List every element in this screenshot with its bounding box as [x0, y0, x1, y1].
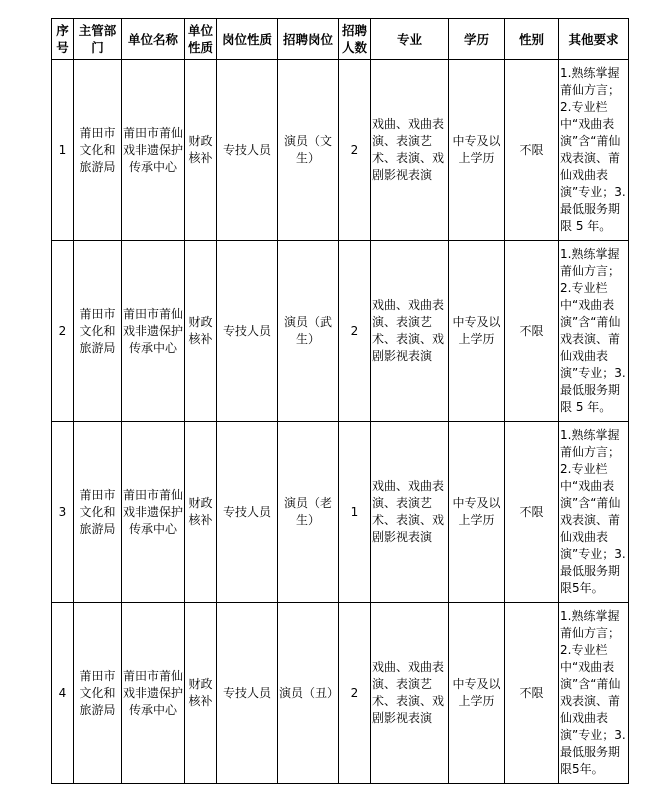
- cell-post-type: 专技人员: [217, 60, 278, 241]
- cell-seq: 4: [52, 603, 74, 784]
- cell-count: 2: [339, 241, 371, 422]
- cell-seq: 3: [52, 422, 74, 603]
- header-gender: 性别: [505, 19, 559, 60]
- cell-unit-type: 财政核补: [185, 60, 217, 241]
- cell-other: 1.熟练掌握莆仙方言；2.专业栏中“戏曲表演”含“莆仙戏表演、莆仙戏曲表演”专业；3.最低服务期限5年。: [559, 603, 629, 784]
- cell-major: 戏曲、戏曲表演、表演艺术、表演、戏剧影视表演: [371, 422, 449, 603]
- cell-position: 演员（文生）: [278, 60, 339, 241]
- cell-unit-name: 莆田市莆仙戏非遗保护传承中心: [122, 603, 185, 784]
- table-body: [52, 60, 629, 784]
- cell-unit-type: 财政核补: [185, 603, 217, 784]
- table-row: [52, 241, 629, 422]
- cell-post-type: 专技人员: [217, 603, 278, 784]
- cell-major: 戏曲、戏曲表演、表演艺术、表演、戏剧影视表演: [371, 241, 449, 422]
- cell-dept: 莆田市文化和旅游局: [74, 603, 122, 784]
- cell-unit-name: 莆田市莆仙戏非遗保护传承中心: [122, 241, 185, 422]
- cell-other: 1.熟练掌握莆仙方言；2.专业栏中“戏曲表演”含“莆仙戏表演、莆仙戏曲表演”专业；3.最低服务期限5年。: [559, 422, 629, 603]
- table-row: [52, 422, 629, 603]
- cell-dept: 莆田市文化和旅游局: [74, 422, 122, 603]
- cell-post-type: 专技人员: [217, 241, 278, 422]
- cell-gender: 不限: [505, 241, 559, 422]
- table-row: [52, 60, 629, 241]
- header-post-type: 岗位性质: [217, 19, 278, 60]
- cell-education: 中专及以上学历: [449, 422, 505, 603]
- cell-unit-type: 财政核补: [185, 241, 217, 422]
- cell-education: 中专及以上学历: [449, 241, 505, 422]
- cell-unit-name: 莆田市莆仙戏非遗保护传承中心: [122, 422, 185, 603]
- cell-count: 1: [339, 422, 371, 603]
- cell-seq: 1: [52, 60, 74, 241]
- header-position: 招聘岗位: [278, 19, 339, 60]
- cell-other: 1.熟练掌握莆仙方言；2.专业栏中“戏曲表演”含“莆仙戏表演、莆仙戏曲表演”专业；3.最低服务期限 5 年。: [559, 60, 629, 241]
- header-row: [52, 19, 629, 60]
- header-unit-type: 单位性质: [185, 19, 217, 60]
- cell-count: 2: [339, 60, 371, 241]
- header-major: 专业: [371, 19, 449, 60]
- table-header: [52, 19, 629, 60]
- cell-dept: 莆田市文化和旅游局: [74, 60, 122, 241]
- cell-unit-name: 莆田市莆仙戏非遗保护传承中心: [122, 60, 185, 241]
- header-seq: 序号: [52, 19, 74, 60]
- table-row: [52, 603, 629, 784]
- cell-seq: 2: [52, 241, 74, 422]
- header-other: 其他要求: [559, 19, 629, 60]
- header-unit-name: 单位名称: [122, 19, 185, 60]
- header-dept: 主管部门: [74, 19, 122, 60]
- cell-gender: 不限: [505, 60, 559, 241]
- cell-unit-type: 财政核补: [185, 422, 217, 603]
- cell-education: 中专及以上学历: [449, 60, 505, 241]
- cell-count: 2: [339, 603, 371, 784]
- header-count: 招聘人数: [339, 19, 371, 60]
- cell-dept: 莆田市文化和旅游局: [74, 241, 122, 422]
- cell-post-type: 专技人员: [217, 422, 278, 603]
- cell-position: 演员（武生）: [278, 241, 339, 422]
- cell-position: 演员（老生）: [278, 422, 339, 603]
- header-education: 学历: [449, 19, 505, 60]
- cell-major: 戏曲、戏曲表演、表演艺术、表演、戏剧影视表演: [371, 60, 449, 241]
- cell-gender: 不限: [505, 422, 559, 603]
- cell-education: 中专及以上学历: [449, 603, 505, 784]
- cell-major: 戏曲、戏曲表演、表演艺术、表演、戏剧影视表演: [371, 603, 449, 784]
- recruitment-table: [51, 18, 629, 784]
- cell-gender: 不限: [505, 603, 559, 784]
- cell-position: 演员（丑）: [278, 603, 339, 784]
- cell-other: 1.熟练掌握莆仙方言；2.专业栏中“戏曲表演”含“莆仙戏表演、莆仙戏曲表演”专业；3.最低服务期限 5 年。: [559, 241, 629, 422]
